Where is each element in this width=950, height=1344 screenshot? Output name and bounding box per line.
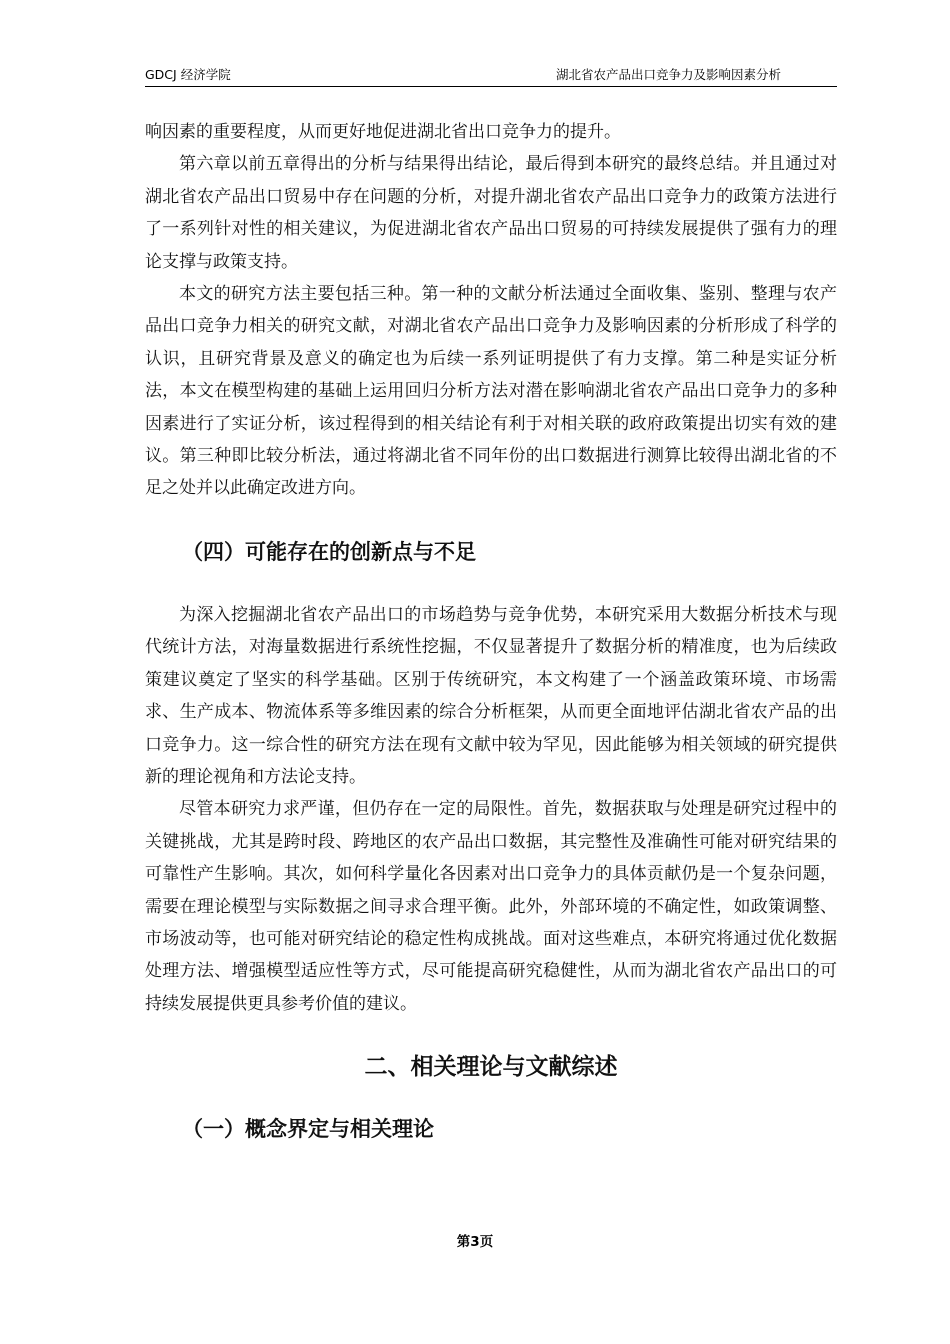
header-institution: GDCJ 经济学院 — [145, 67, 231, 82]
header-document-title: 湖北省农产品出口竞争力及影响因素分析 — [555, 67, 781, 82]
paragraph-1: 响因素的重要程度，从而更好地促进湖北省出口竞争力的提升。 — [145, 122, 621, 142]
section-heading-innovation: （四）可能存在的创新点与不足 — [182, 539, 476, 564]
paragraph-2: 第六章以前五章得出的分析与结果得出结论，最后得到本研究的最终总结。并且通过对湖北省农产品出口贸易中存在问题的分析，对提升湖北省农产品出口竞争力的政策方法进行了一系列针对性的相关建议，为促进湖北省农产品出口贸易的可持续发展提供了强有力的理论支撑与政策支持。 — [145, 154, 837, 272]
paragraph-3: 本文的研究方法主要包括三种。第一种的文献分析法通过全面收集、鉴别、整理与农产品出口竞争力相关的研究文献，对湖北省农产品出口竞争力及影响因素的分析形成了科学的认识，且研究背景及意义的确定也为后续一系列证明提供了有力支撑。第二种是实证分析法，本文在模型构建的基础上运用回归分析方法对潜在影响湖北省农产品出口竞争力的多种因素进行了实证分析，该过程得到的相关结论有利于对相关联的政府政策提出切实有效的建议。第三种即比较分析法，通过将湖北省不同年份的出口数据进行测算比较得出湖北省的不足之处并以此确定改进方向。 — [145, 284, 837, 499]
paragraph-4: 为深入挖掘湖北省农产品出口的市场趋势与竞争优势，本研究采用大数据分析技术与现代统计方法，对海量数据进行系统性挖掘，不仅显著提升了数据分析的精准度，也为后续政策建议奠定了坚实的科学基础。区别于传统研究，本文构建了一个涵盖政策环境、市场需求、生产成本、物流体系等多维因素的综合分析框架，从而更全面地评估湖北省农产品的出口竞争力。这一综合性的研究方法在现有文献中较为罕见，因此能够为相关领域的研究提供新的理论视角和方法论支持。 — [145, 604, 837, 787]
chapter-title: 二、相关理论与文献综述 — [364, 1054, 618, 1081]
page-content — [145, 116, 837, 1144]
paragraph-5: 尽管本研究力求严谨，但仍存在一定的局限性。首先，数据获取与处理是研究过程中的关键挑战，尤其是跨时段、跨地区的农产品出口数据，其完整性及准确性可能对研究结果的可靠性产生影响。其次，如何科学量化各因素对出口竞争力的具体贡献仍是一个复杂问题，需要在理论模型与实际数据之间寻求合理平衡。此外，外部环境的不确定性，如政策调整、市场波动等，也可能对研究结论的稳定性构成挑战。面对这些难点，本研究将通过优化数据处理方法、增强模型适应性等方式，尽可能提高研究稳健性，从而为湖北省农产品出口的可持续发展提供更具参考价值的建议。 — [145, 799, 837, 1014]
page-number: 第3页 — [456, 1234, 494, 1250]
section-heading-concepts: （一）概念界定与相关理论 — [182, 1117, 434, 1142]
page-header — [145, 66, 837, 87]
